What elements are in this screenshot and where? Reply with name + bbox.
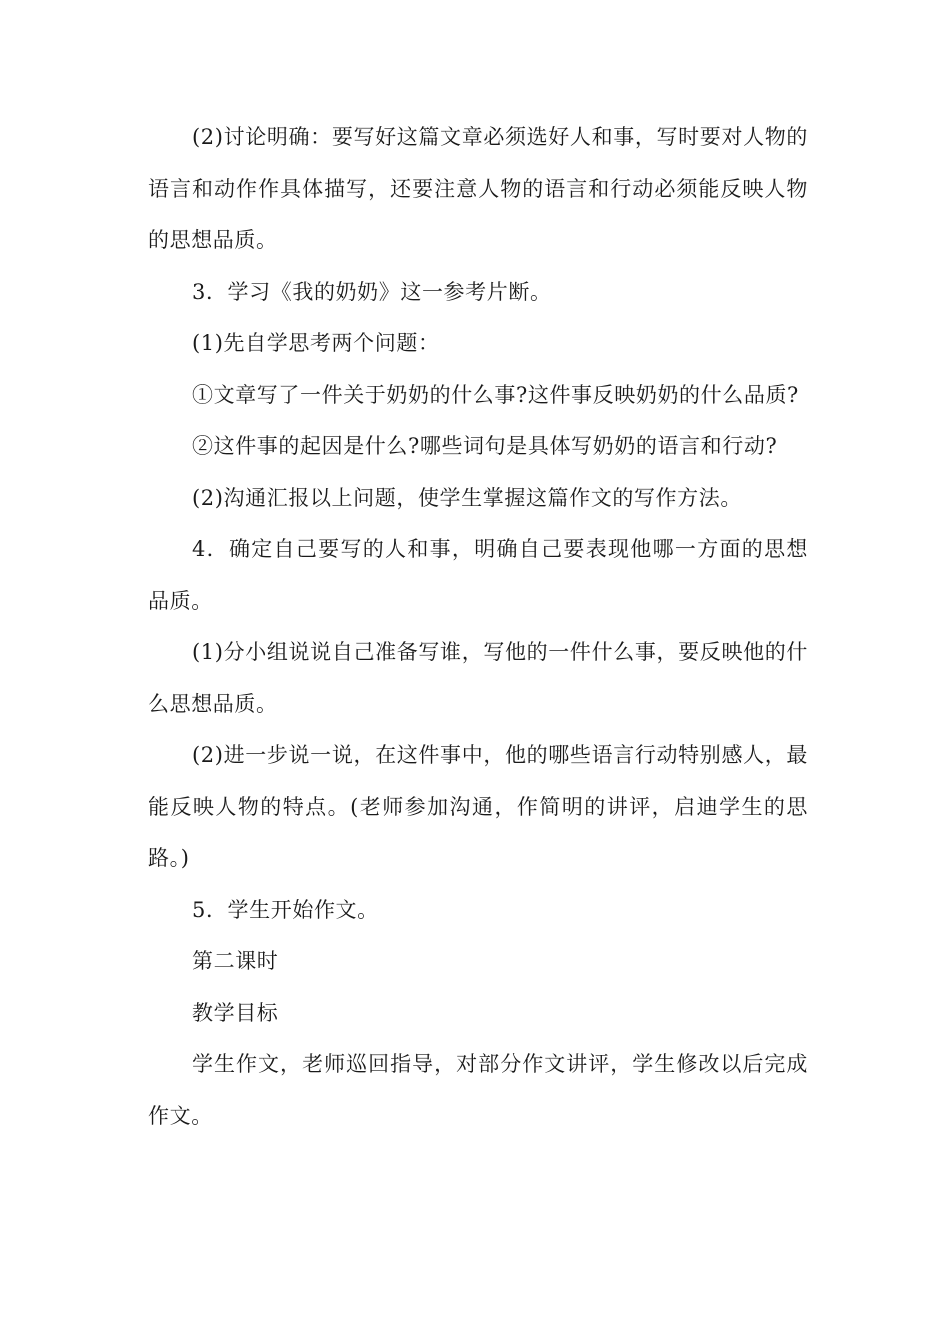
paragraph-question-2: ②这件事的起因是什么?哪些词句是具体写奶奶的语言和行动? (192, 434, 778, 458)
paragraph-discussion-conclusion: (2)讨论明确：要写好这篇文章必须选好人和事，写时要对人物的语言和动作作具体描写，还要注意人物的语言和行动必须能反映人物的思想品质。 (148, 125, 808, 252)
document-body (148, 112, 808, 1142)
paragraph-step-4: 4．确定自己要写的人和事，明确自己要表现他哪一方面的思想品质。 (148, 537, 808, 613)
paragraph-group-talk: (1)分小组说说自己准备写谁，写他的一件什么事，要反映他的什么思想品质。 (148, 640, 808, 716)
section-heading-teaching-goals: 教学目标 (192, 1000, 279, 1025)
section-heading-second-lesson: 第二课时 (192, 949, 279, 973)
paragraph-report: (2)沟通汇报以上问题，使学生掌握这篇作文的写作方法。 (192, 485, 742, 510)
paragraph-step-3: 3．学习《我的奶奶》这一参考片断。 (192, 279, 552, 304)
paragraph-teaching-goals: 学生作文，老师巡回指导，对部分作文讲评，学生修改以后完成作文。 (148, 1052, 808, 1128)
paragraph-question-1: ①文章写了一件关于奶奶的什么事?这件事反映奶奶的什么品质? (192, 382, 799, 407)
paragraph-further-talk: (2)进一步说一说，在这件事中，他的哪些语言行动特别感人，最能反映人物的特点。(老师参加沟通，作简明的讲评，启迪学生的思路。) (148, 743, 808, 870)
paragraph-self-study: (1)先自学思考两个问题： (192, 331, 440, 355)
paragraph-step-5: 5．学生开始作文。 (192, 897, 379, 922)
